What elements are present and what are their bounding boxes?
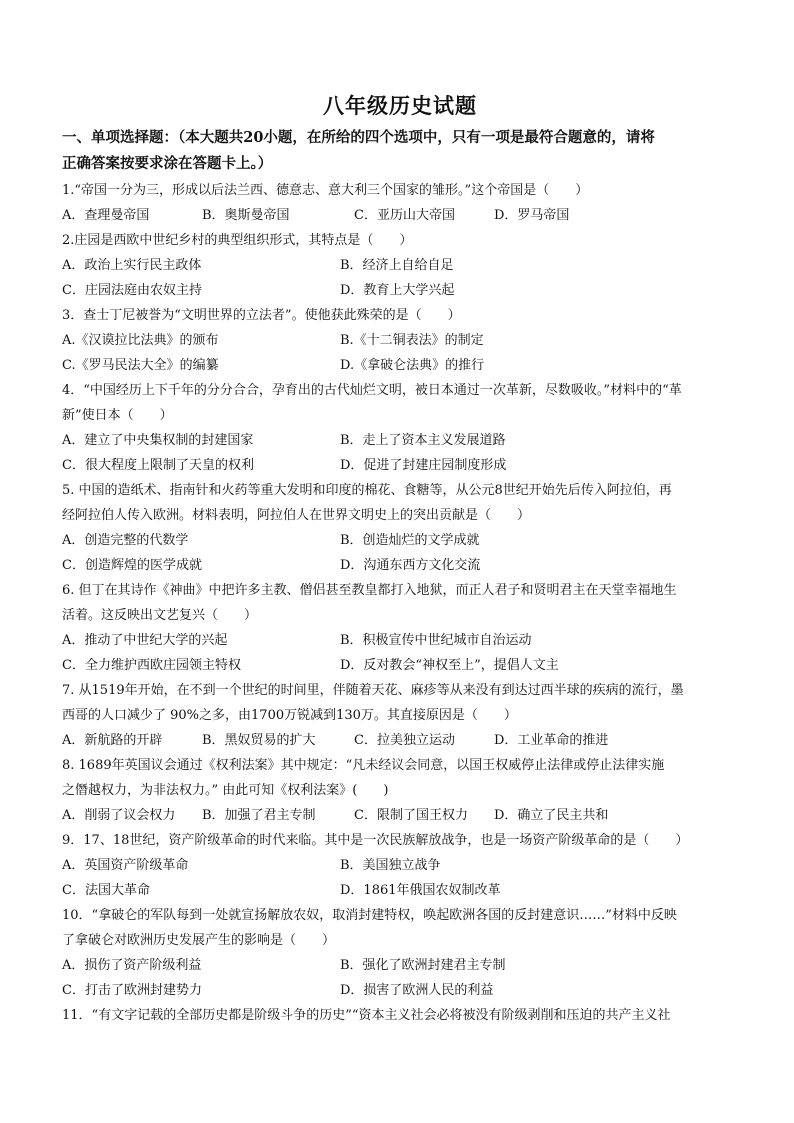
options-row	[62, 953, 738, 978]
question-text: 7. 从1519年开始，在不到一个世纪的时间里，伴随着天花、麻疹等从来没有到达过西半球的疾病的流行，墨	[62, 683, 684, 698]
question-list	[62, 178, 738, 1028]
options-row	[62, 428, 738, 453]
question-10	[62, 903, 738, 1003]
option-b: B．强化了欧洲封建君主专制	[340, 958, 506, 973]
option-d: D．促进了封建庄园制度形成	[340, 458, 507, 473]
options-row	[62, 278, 738, 303]
options-row	[62, 328, 738, 353]
page-title: 八年级历史试题	[323, 93, 477, 118]
option-d: D．沟通东西方文化交流	[340, 558, 481, 573]
option-c: C．创造辉煌的医学成就	[62, 558, 202, 573]
option-d: D．工业革命的推进	[494, 733, 609, 748]
option-b: B．创造灿烂的文学成就	[340, 533, 480, 548]
option-d: D．损害了欧洲人民的利益	[340, 983, 494, 998]
option-c: C．限制了国王权力	[354, 808, 468, 823]
option-c: C．很大程度上限制了天皇的权利	[62, 458, 254, 473]
option-b: B．走上了资本主义发展道路	[340, 433, 506, 448]
question-5	[62, 478, 738, 578]
option-d: D．1861年俄国农奴制改革	[340, 883, 501, 898]
option-a: A．查理曼帝国	[62, 208, 150, 223]
section-header	[62, 126, 738, 176]
option-d: D．罗马帝国	[494, 208, 570, 223]
question-text: 2.庄园是西欧中世纪乡村的典型组织形式，其特点是（ ）	[62, 233, 413, 248]
option-b: B．奥斯曼帝国	[202, 208, 290, 223]
option-a: A．创造完整的代数学	[62, 533, 189, 548]
option-d: D．确立了民主共和	[494, 808, 609, 823]
option-b: B.《十二铜表法》的制定	[340, 333, 484, 348]
option-b: B．美国独立战争	[340, 858, 441, 873]
options-row	[62, 853, 738, 878]
options-row	[62, 553, 738, 578]
option-a: A.《汉谟拉比法典》的颁布	[62, 333, 219, 348]
question-3	[62, 303, 738, 378]
question-2	[62, 228, 738, 303]
option-a: A．英国资产阶级革命	[62, 858, 189, 873]
options-row	[62, 203, 738, 228]
question-text: 5. 中国的造纸术、指南针和火药等重大发明和印度的棉花、食糖等，从公元8世纪开始先后传入阿拉伯，再	[62, 483, 672, 498]
option-b: B．经济上自给自足	[340, 258, 454, 273]
options-row	[62, 528, 738, 553]
options-row	[62, 353, 738, 378]
options-row	[62, 878, 738, 903]
option-a: A．建立了中央集权制的封建国家	[62, 433, 254, 448]
question-9	[62, 828, 738, 903]
options-row	[62, 628, 738, 653]
question-text: 经阿拉伯人传入欧洲。材料表明，阿拉伯人在世界文明史上的突出贡献是（ ）	[62, 508, 531, 523]
question-text: 1.“帝国一分为三，形成以后法兰西、德意志、意大利三个国家的雏形。”这个帝国是（ ）	[62, 183, 589, 198]
option-a: A．损伤了资产阶级利益	[62, 958, 202, 973]
question-11	[62, 1003, 738, 1028]
section-header-line: 一、单项选择题：（本大题共20小题，在所给的四个选项中，只有一项是最符合题意的，请将	[62, 129, 655, 146]
option-d: D．教育上大学兴起	[340, 283, 455, 298]
exam-page	[62, 92, 738, 1028]
option-b: B．积极宣传中世纪城市自治运动	[340, 633, 532, 648]
question-6	[62, 578, 738, 678]
option-c: C．亚历山大帝国	[354, 208, 455, 223]
options-row	[62, 653, 738, 678]
options-row	[62, 803, 738, 828]
option-c: C．法国大革命	[62, 883, 150, 898]
question-4	[62, 378, 738, 478]
option-c: C．全力维护西欧庄园领主特权	[62, 658, 241, 673]
options-row	[62, 978, 738, 1003]
question-text: 了拿破仑对欧洲历史发展产生的影响是（ ）	[62, 933, 336, 948]
question-text: 新”使日本（ ）	[62, 408, 173, 423]
question-text: 4．“中国经历上下千年的分分合合，孕育出的古代灿烂文明，被日本通过一次革新，尽数吸收。”材料中的“革	[62, 383, 682, 398]
option-c: C．拉美独立运动	[354, 733, 455, 748]
question-text: 之僭越权力，为非法权力。” 由此可知《权利法案》( )	[62, 783, 389, 798]
option-b: B．黑奴贸易的扩大	[202, 733, 316, 748]
question-text: 8. 1689年英国议会通过《权利法案》其中规定：“凡未经议会同意，以国王权威停止法律或停止法律实施	[62, 758, 665, 773]
option-c: C．庄园法庭由农奴主持	[62, 283, 202, 298]
option-c: C．打击了欧洲封建势力	[62, 983, 202, 998]
options-row	[62, 728, 738, 753]
option-d: D．反对教会“神权至上”，提倡人文主	[340, 658, 559, 673]
question-text: 3．查士丁尼被誉为“文明世界的立法者”。使他获此殊荣的是（ ）	[62, 308, 461, 323]
question-text: 10．“拿破仑的军队每到一处就宣扬解放农奴，取消封建特权，唤起欧洲各国的反封建意识……”材料中反映	[62, 908, 677, 923]
option-c: C.《罗马民法大全》的编纂	[62, 358, 219, 373]
question-text: 9．17、18世纪，资产阶级革命的时代来临。其中是一次民族解放战争，也是一场资产阶级革命的是（ ）	[62, 833, 689, 848]
section-header-line: 正确答案按要求涂在答题卡上。）	[62, 155, 273, 172]
question-7	[62, 678, 738, 753]
option-a: A．政治上实行民主政体	[62, 258, 202, 273]
option-d: D.《拿破仑法典》的推行	[340, 358, 485, 373]
option-b: B．加强了君主专制	[202, 808, 316, 823]
options-row	[62, 453, 738, 478]
question-8	[62, 753, 738, 828]
option-a: A．削弱了议会权力	[62, 808, 176, 823]
question-text: 活着。这反映出文艺复兴（ ）	[62, 608, 258, 623]
question-1	[62, 178, 738, 228]
question-text: 11．“有文字记载的全部历史都是阶级斗争的历史”“资本主义社会必将被没有阶级剥削和压迫的共产主义社	[62, 1008, 671, 1023]
option-a: A．推动了中世纪大学的兴起	[62, 633, 228, 648]
option-a: A．新航路的开辟	[62, 733, 163, 748]
question-text: 6. 但丁在其诗作《神曲》中把许多主教、僧侣甚至教皇都打入地狱，而正人君子和贤明君主在天堂幸福地生	[62, 583, 677, 598]
question-text: 西哥的人口减少了 90%之多，由1700万锐减到130万。其直接原因是（ ）	[62, 708, 517, 723]
options-row	[62, 253, 738, 278]
